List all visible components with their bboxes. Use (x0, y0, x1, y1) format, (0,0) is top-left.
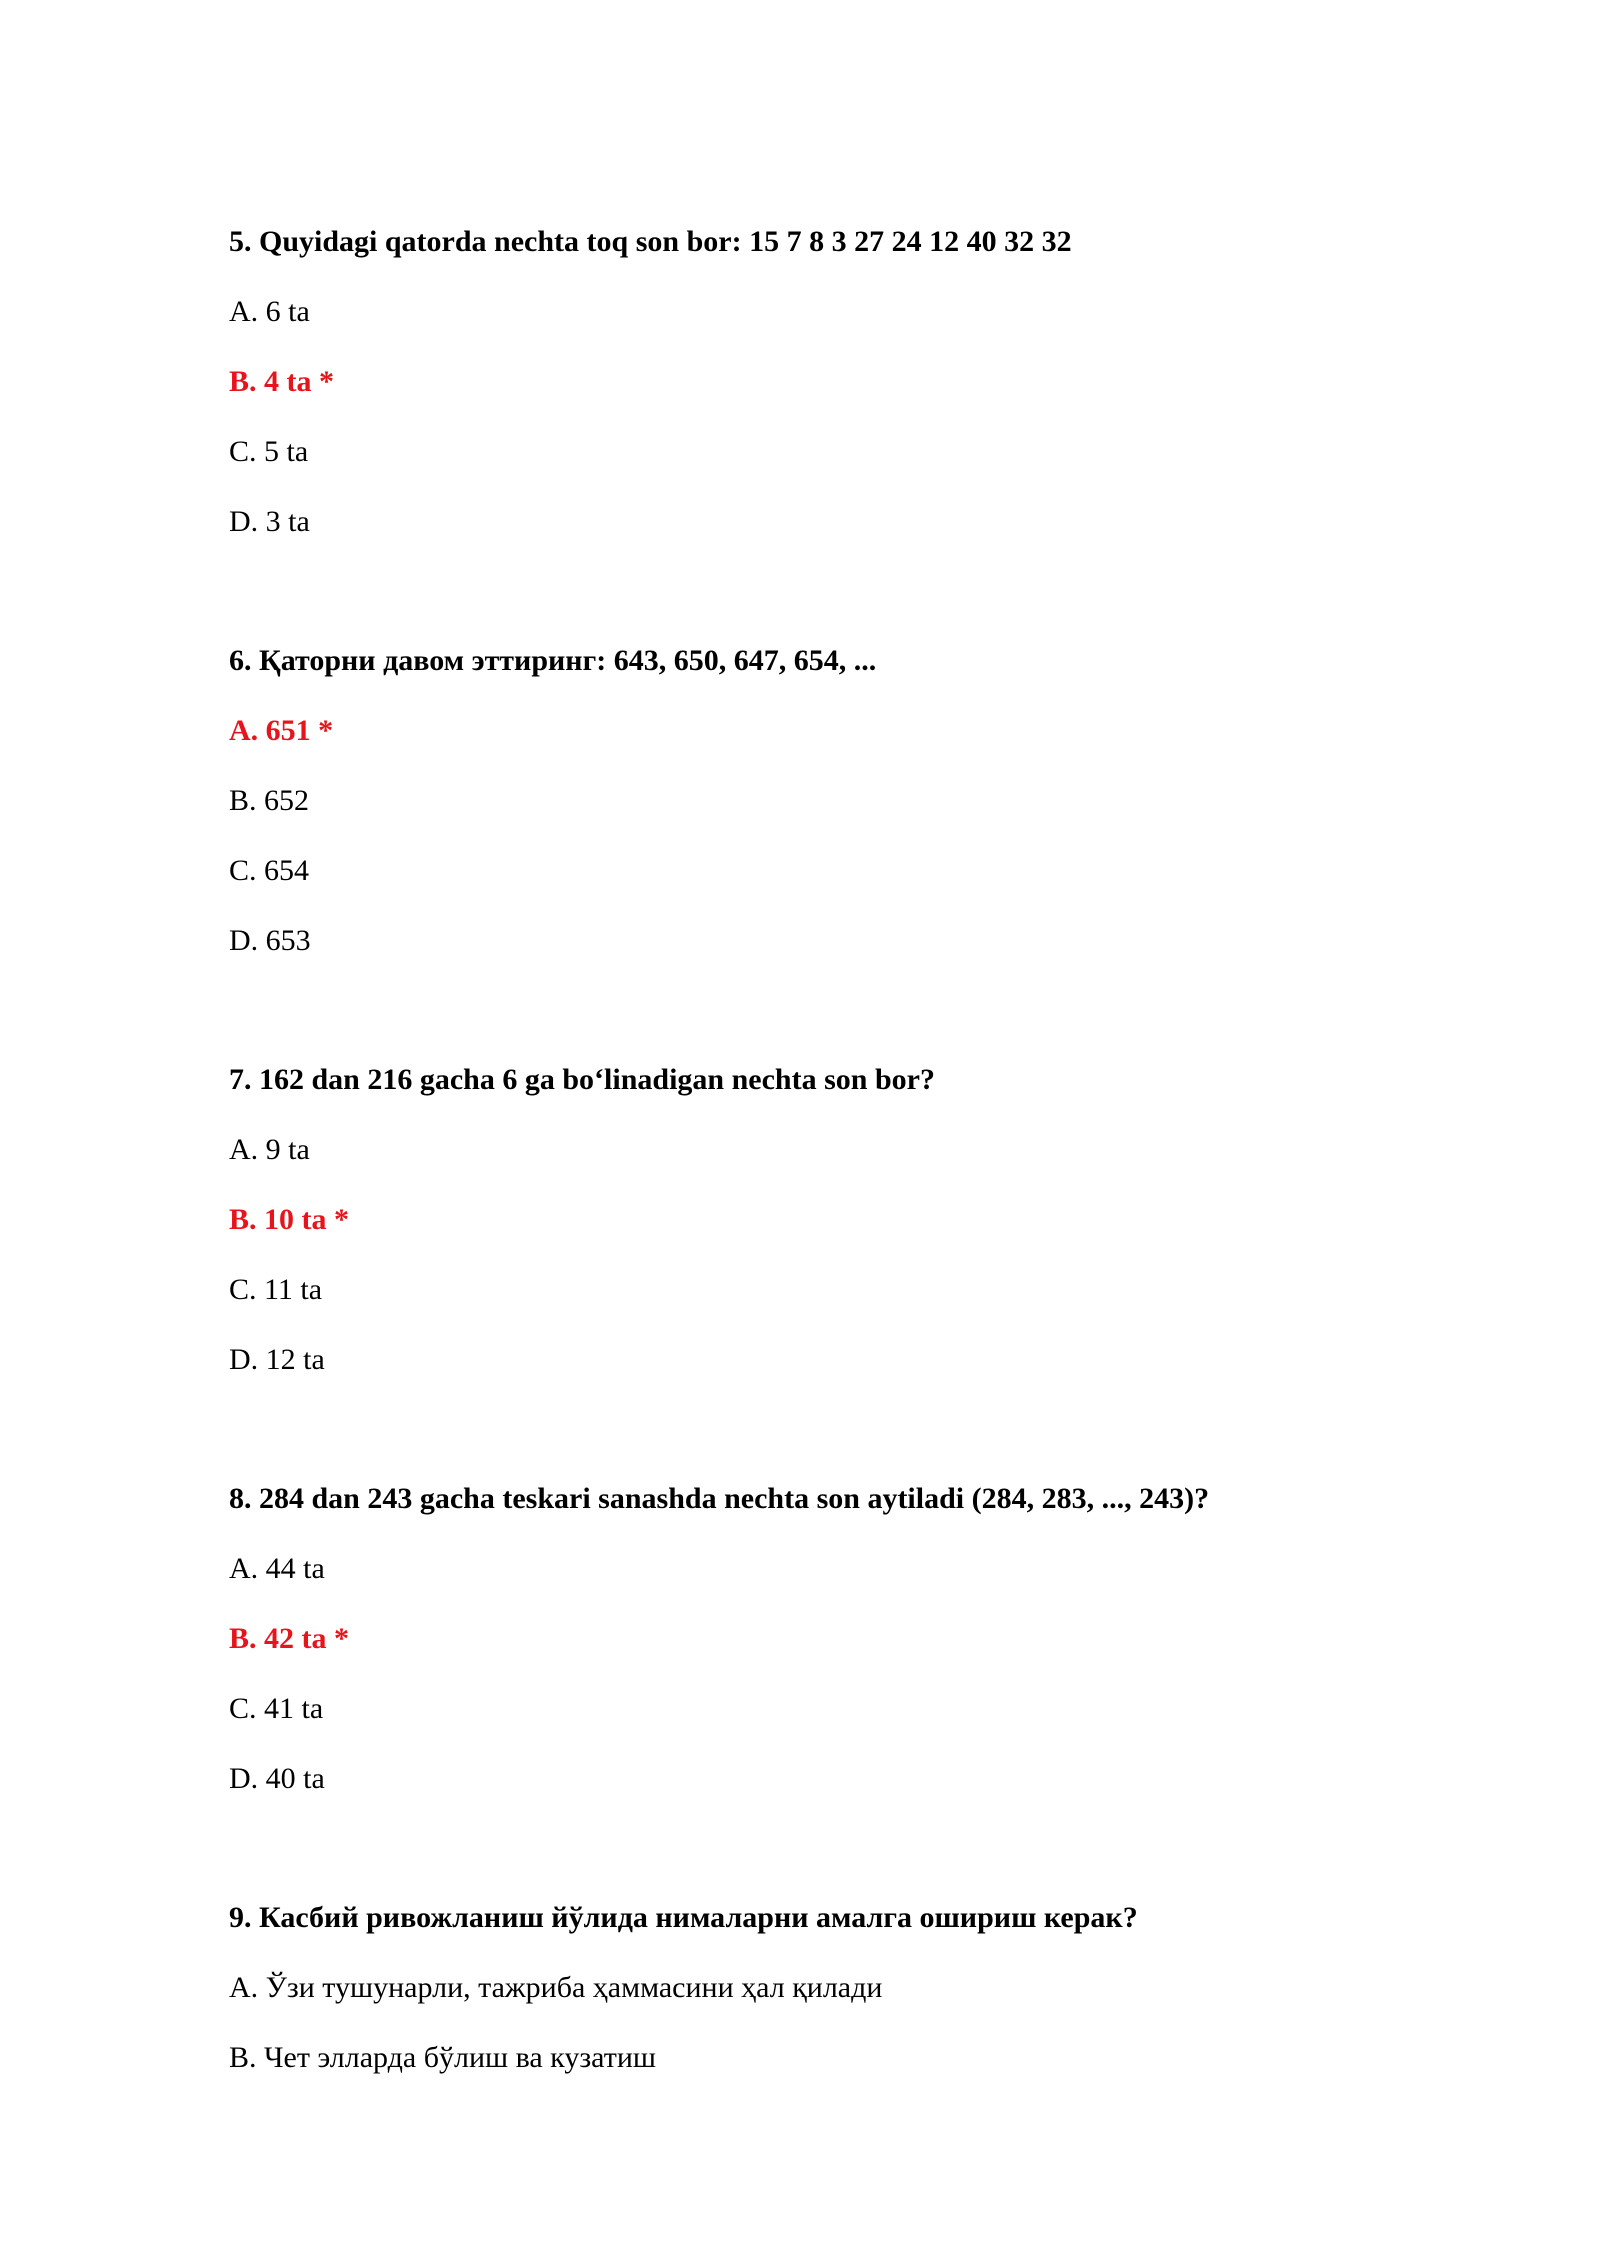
question-6 (229, 643, 1479, 959)
question-5-option-d: D. 3 ta (229, 505, 310, 538)
question-8 (229, 1481, 1479, 1797)
question-6-option-b: B. 652 (229, 784, 310, 817)
question-8-text: 8. 284 dan 243 gacha teskari sanashda nechta son aytiladi (284, 283, ..., 243)? (229, 1482, 1210, 1515)
question-5 (229, 224, 1479, 540)
question-6-option-d: D. 653 (229, 924, 311, 957)
question-8-option-d: D. 40 ta (229, 1762, 325, 1795)
question-5-text: 5. Quyidagi qatorda nechta toq son bor: 15 7 8 3 27 24 12 40 32 32 (229, 225, 1072, 258)
question-5-option-c: C. 5 ta (229, 435, 309, 468)
question-9-text: 9. Касбий ривожланиш йўлида нималарни амалга ошириш керак? (229, 1901, 1138, 1934)
question-8-option-b-correct: B. 42 ta * (229, 1622, 349, 1655)
question-9 (229, 1900, 1479, 2076)
question-9-option-a: A. Ўзи тушунарли, тажриба ҳаммасини ҳал қилади (229, 1971, 883, 2004)
question-5-option-a: A. 6 ta (229, 295, 310, 328)
question-6-option-c: C. 654 (229, 854, 310, 887)
question-6-text: 6. Қаторни давом эттиринг: 643, 650, 647, 654, ... (229, 644, 877, 677)
question-9-option-b: B. Чет элларда бўлиш ва кузатиш (229, 2041, 656, 2074)
question-5-option-b-correct: B. 4 ta * (229, 365, 334, 398)
question-8-option-a: A. 44 ta (229, 1552, 325, 1585)
question-7-option-a: A. 9 ta (229, 1133, 310, 1166)
question-7-option-b-correct: B. 10 ta * (229, 1203, 349, 1236)
question-8-option-c: C. 41 ta (229, 1692, 324, 1725)
question-7 (229, 1062, 1479, 1378)
question-7-text: 7. 162 dan 216 gacha 6 ga bo‘linadigan nechta son bor? (229, 1063, 935, 1096)
question-7-option-c: C. 11 ta (229, 1273, 323, 1306)
question-7-option-d: D. 12 ta (229, 1343, 325, 1376)
question-6-option-a-correct: A. 651 * (229, 714, 334, 747)
